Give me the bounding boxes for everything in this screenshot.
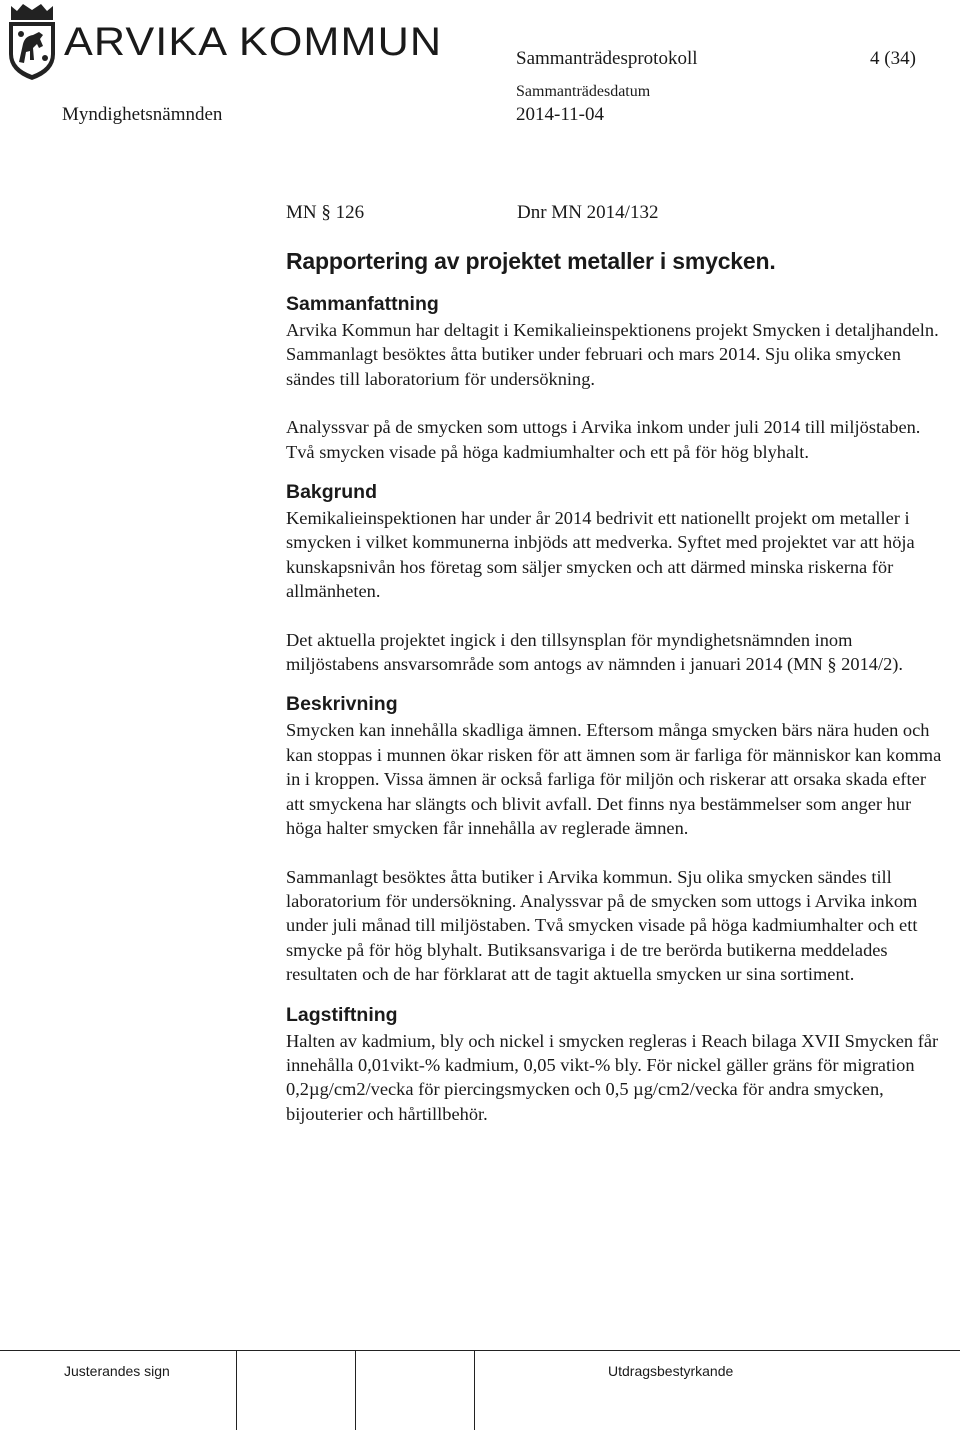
arvika-coat-of-arms-logo <box>3 2 61 82</box>
item-number: MN § 126 <box>286 202 365 223</box>
footer-divider <box>355 1350 356 1430</box>
item-meta <box>286 200 946 226</box>
footer-divider <box>474 1350 475 1430</box>
page-number: 4 (34) <box>870 48 916 69</box>
document-body <box>286 200 946 1126</box>
footer-top-rule <box>0 1350 960 1351</box>
paragraph: Analyssvar på de smycken som uttogs i Arvika inkom under juli 2014 till miljöstaben. Två smycken visade på höga kadmiumhalter och ett på för hög blyhalt. <box>286 417 921 462</box>
section-heading-bakgrund: Bakgrund <box>286 481 378 504</box>
justerandes-sign-label: Justerandes sign <box>64 1363 170 1379</box>
section-heading-sammanfattning: Sammanfattning <box>286 293 439 315</box>
paragraph: Kemikalieinspektionen har under år 2014 bedrivit ett nationellt projekt om metaller i smycken i vilket kommunerna inbjöds att medverka. Syftet med projektet var att höja kunskapsnivån hos företag som säljer smycken och att därmed minska riskerna för allmänheten. <box>286 508 915 602</box>
paragraph: Sammanlagt besöktes åtta butiker i Arvika kommun. Sju olika smycken sändes till laboratorium för undersökning. Analyssvar på de smycken som uttogs i Arvika inkom under juli månad till miljöstaben. Två smycken visade på höga kadmiumhalter och ett smycke på för hög blyhalt. Butiksansvariga i de tre berörda butikerna meddelades resultaten och de har förklarat att de tagit aktuella smycken ur sina sortiment. <box>286 866 918 985</box>
dnr-number: Dnr MN 2014/132 <box>517 202 659 223</box>
paragraph: Arvika Kommun har deltagit i Kemikalieinspektionens projekt Smycken i detaljhandeln. Sammanlagt besöktes åtta butiker under februari och mars 2014. Sju olika smycken sändes till laboratorium för undersökning. <box>286 320 939 389</box>
brand-name: ARVIKA KOMMUN <box>64 20 443 64</box>
paragraph: Det aktuella projektet ingick i den tillsynsplan för myndighetsnämnden inom miljöstabens ansvarsområde som antogs av nämnden i januari 2014 (MN § 2014/2). <box>286 629 903 675</box>
meeting-date: 2014-11-04 <box>516 104 604 125</box>
committee-name: Myndighetsnämnden <box>62 104 223 125</box>
section-heading-lagstiftning: Lagstiftning <box>286 1003 398 1026</box>
footer-divider <box>236 1350 237 1430</box>
item-title: Rapportering av projektet metaller i smycken. <box>286 248 776 274</box>
paragraph: Smycken kan innehålla skadliga ämnen. Eftersom många smycken bärs nära huden och kan stoppas i munnen ökar risken för att ämnen som är farliga för människor kan komma in i kroppen. Vissa ämnen är också farliga för miljön och riskerar att orsaka skada efter att smyckena har slängts och blivit avfall. Det finns nya bestämmelser som anger hur höga halter smycken får innehålla av reglerade ämnen. <box>286 720 942 839</box>
paragraph: Halten av kadmium, bly och nickel i smycken regleras i Reach bilaga XVII Smycken får innehålla 0,01vikt-% kadmium, 0,05 vikt-% bly. För nickel gäller gräns för migration 0,2µg/cm2/vecka för piercingsmycken och 0,5 µg/cm2/vecka för andra smycken, bijouterier och hårtillbehör. <box>286 1030 939 1124</box>
date-label: Sammanträdesdatum <box>516 83 651 100</box>
footer-signature-grid <box>0 1350 960 1430</box>
document-type: Sammanträdesprotokoll <box>516 48 698 69</box>
section-heading-beskrivning: Beskrivning <box>286 693 398 716</box>
utdragsbestyrkande-label: Utdragsbestyrkande <box>608 1363 734 1379</box>
